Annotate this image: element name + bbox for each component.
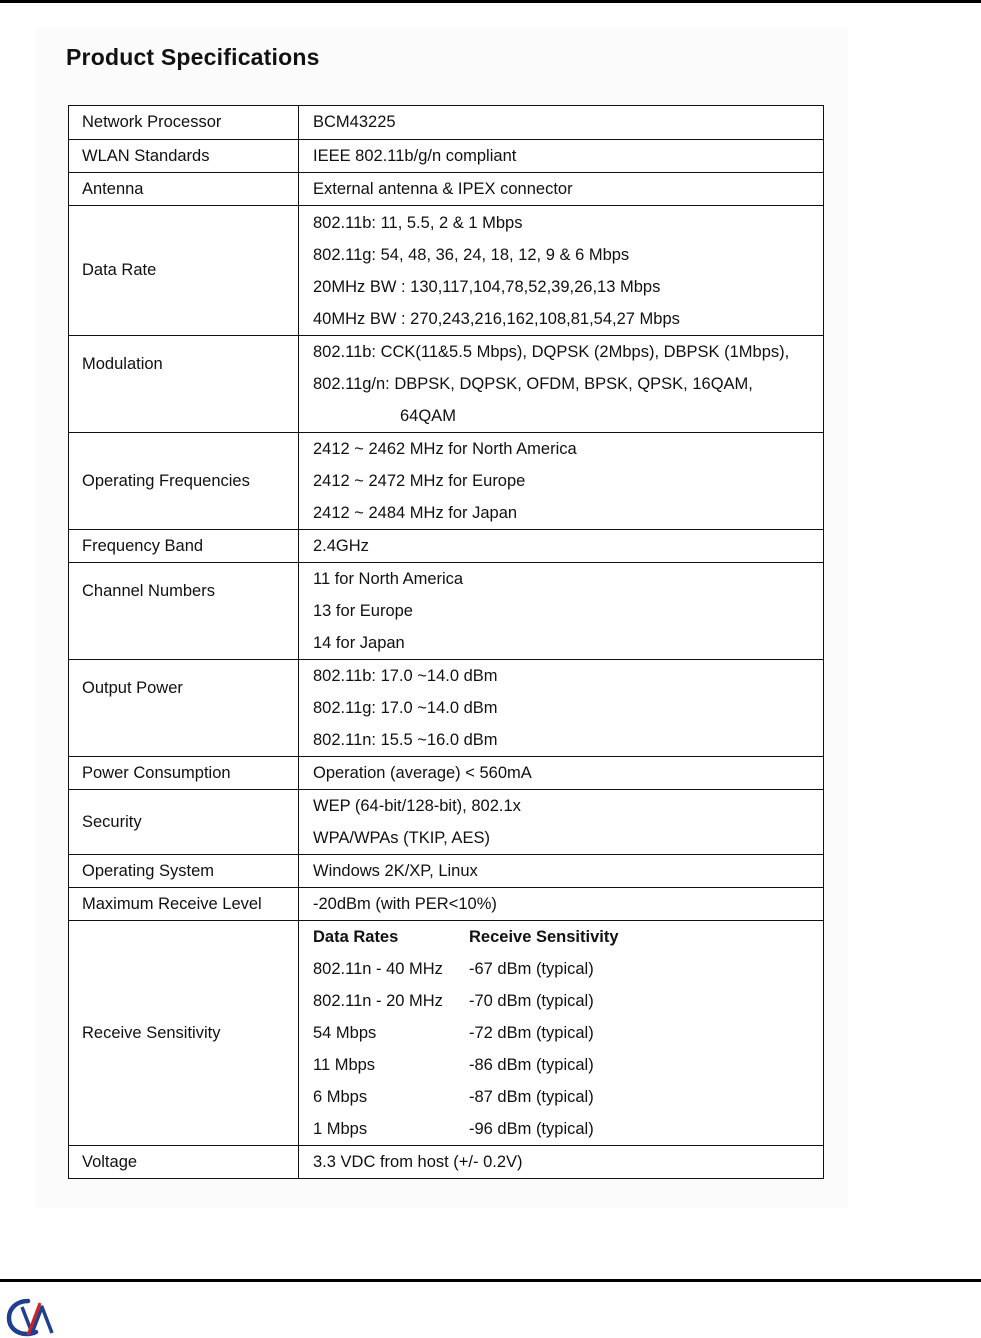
sensitivity-rate: 802.11n - 20 MHz [313, 992, 443, 1010]
table-row [69, 1146, 824, 1179]
spec-line: 2412 ~ 2462 MHz for North America [313, 440, 577, 458]
sensitivity-value: -67 dBm (typical) [469, 960, 594, 978]
table-row [69, 790, 824, 855]
spec-line: 40MHz BW : 270,243,216,162,108,81,54,27 Mbps [313, 309, 680, 328]
spec-line: 802.11g/n: DBPSK, DQPSK, OFDM, BPSK, QPSK, 16QAM, [313, 375, 753, 393]
spec-value [299, 206, 824, 336]
bottom-divider [0, 1279, 981, 1282]
spec-value: Windows 2K/XP, Linux [299, 855, 824, 888]
spec-value [299, 660, 824, 757]
sensitivity-header [313, 921, 819, 953]
spec-value [299, 336, 824, 433]
spec-value: -20dBm (with PER<10%) [299, 888, 824, 921]
spec-line: 802.11b: CCK(11&5.5 Mbps), DQPSK (2Mbps), DBPSK (1Mbps), [313, 343, 790, 361]
spec-label: Maximum Receive Level [69, 888, 299, 921]
sensitivity-header-rate: Data Rates [313, 928, 399, 946]
table-row [69, 173, 824, 206]
spec-label [69, 336, 299, 433]
sensitivity-row [313, 1081, 819, 1113]
sensitivity-row [313, 1017, 819, 1049]
sensitivity-rate: 11 Mbps [313, 1056, 376, 1074]
sensitivity-header-value: Receive Sensitivity [469, 928, 619, 946]
spec-value [299, 790, 824, 855]
cw-logo-icon [6, 1297, 58, 1337]
sensitivity-value: -87 dBm (typical) [469, 1088, 594, 1106]
spec-value: BCM43225 [299, 106, 824, 140]
spec-value: Operation (average) < 560mA [299, 757, 824, 790]
sensitivity-rate: 54 Mbps [313, 1024, 377, 1042]
sensitivity-value: -86 dBm (typical) [469, 1056, 594, 1074]
spec-value [299, 921, 824, 1146]
spec-label: Voltage [69, 1146, 299, 1179]
table-row [69, 140, 824, 173]
spec-table [68, 105, 824, 1179]
spec-value: 3.3 VDC from host (+/- 0.2V) [299, 1146, 824, 1179]
spec-line: 2412 ~ 2484 MHz for Japan [313, 504, 518, 522]
spec-value: 2.4GHz [299, 530, 824, 563]
table-row [69, 888, 824, 921]
spec-label: Security [69, 790, 299, 855]
spec-label: WLAN Standards [69, 140, 299, 173]
spec-line: 802.11n: 15.5 ~16.0 dBm [313, 731, 498, 749]
table-row [69, 530, 824, 563]
spec-label [69, 563, 299, 660]
spec-line: 802.11b: 17.0 ~14.0 dBm [313, 667, 498, 685]
table-row [69, 433, 824, 530]
spec-line: 802.11g: 17.0 ~14.0 dBm [313, 699, 498, 717]
table-row [69, 206, 824, 336]
spec-line: 2412 ~ 2472 MHz for Europe [313, 472, 526, 490]
spec-label: Data Rate [69, 206, 299, 336]
table-row [69, 855, 824, 888]
sensitivity-value: -96 dBm (typical) [469, 1120, 594, 1138]
spec-label: Network Processor [69, 106, 299, 140]
spec-line: 20MHz BW : 130,117,104,78,52,39,26,13 Mbps [313, 277, 661, 296]
table-row [69, 757, 824, 790]
spec-label-text: Channel Numbers [82, 582, 215, 600]
sensitivity-value: -70 dBm (typical) [469, 992, 594, 1010]
spec-value [299, 563, 824, 660]
spec-line: 64QAM [400, 407, 456, 425]
sensitivity-row [313, 1049, 819, 1081]
table-row [69, 660, 824, 757]
spec-line: 14 for Japan [313, 634, 405, 652]
table-row [69, 563, 824, 660]
table-row [69, 336, 824, 433]
spec-label-text: Output Power [82, 679, 183, 697]
spec-label: Frequency Band [69, 530, 299, 563]
sensitivity-rate: 802.11n - 40 MHz [313, 960, 443, 978]
spec-line: 13 for Europe [313, 602, 413, 620]
top-divider [0, 0, 981, 3]
sensitivity-rate: 1 Mbps [313, 1120, 368, 1138]
sensitivity-row [313, 985, 819, 1017]
spec-line: 802.11b: 11, 5.5, 2 & 1 Mbps [313, 213, 523, 232]
spec-label: Receive Sensitivity [69, 921, 299, 1146]
spec-label: Operating System [69, 855, 299, 888]
spec-line: WEP (64-bit/128-bit), 802.1x [313, 797, 521, 815]
page-title: Product Specifications [66, 44, 320, 70]
spec-label [69, 660, 299, 757]
spec-line: WPA/WPAs (TKIP, AES) [313, 829, 490, 847]
table-row [69, 921, 824, 1146]
table-row [69, 106, 824, 140]
sensitivity-value: -72 dBm (typical) [469, 1024, 594, 1042]
spec-value: External antenna & IPEX connector [299, 173, 824, 206]
spec-value: IEEE 802.11b/g/n compliant [299, 140, 824, 173]
sensitivity-row [313, 1113, 819, 1145]
spec-label: Operating Frequencies [69, 433, 299, 530]
spec-label-text: Modulation [82, 355, 163, 373]
spec-line: 802.11g: 54, 48, 36, 24, 18, 12, 9 & 6 Mbps [313, 245, 630, 264]
spec-value [299, 433, 824, 530]
sensitivity-rate: 6 Mbps [313, 1088, 368, 1106]
spec-label: Power Consumption [69, 757, 299, 790]
sensitivity-row [313, 953, 819, 985]
spec-label: Antenna [69, 173, 299, 206]
spec-line: 11 for North America [313, 570, 464, 588]
